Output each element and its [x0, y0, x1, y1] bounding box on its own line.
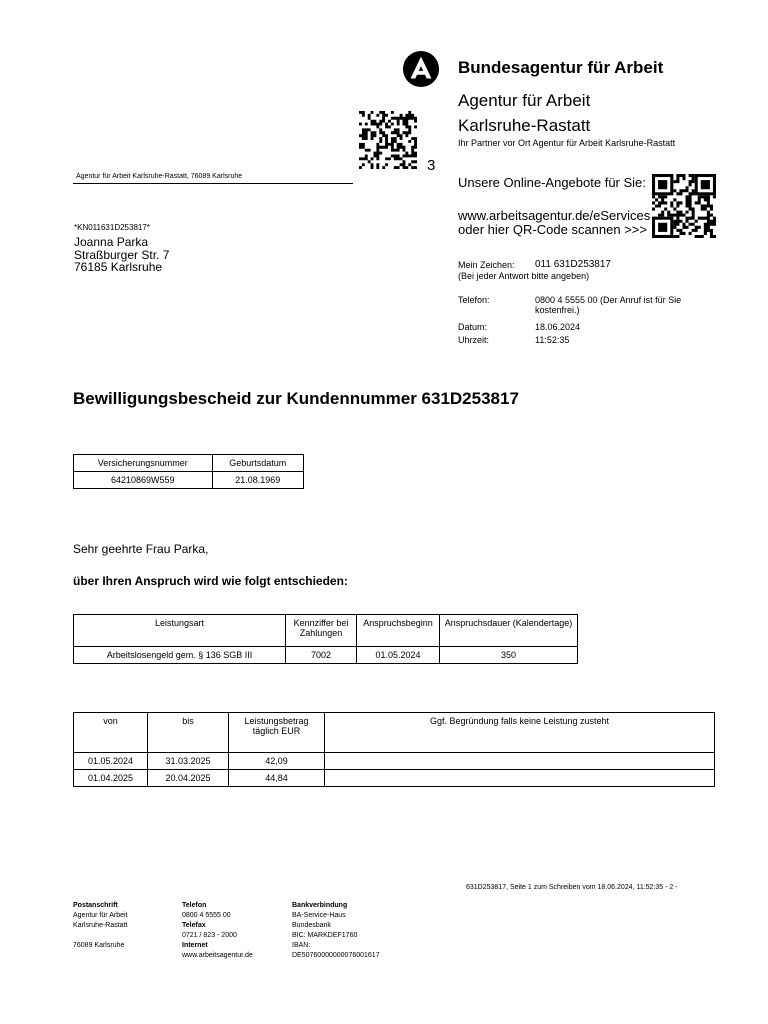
period-from: 01.04.2025: [74, 770, 148, 787]
footer-postal-title: Postanschrift: [73, 902, 118, 909]
document-title: Bewilligungsbescheid zur Kundennummer 631D253817: [73, 389, 519, 408]
footer-phone-title: Telefon: [182, 902, 207, 909]
footer-contact: [182, 901, 253, 961]
sender-divider: [73, 183, 353, 184]
footer-web-link[interactable]: www.arbeitsagentur.de: [182, 952, 253, 959]
ba-logo-icon: [402, 50, 440, 88]
datamatrix-code: [357, 111, 419, 169]
page-info: 631D253817, Seite 1 zum Schreiben vom 18.06.2024, 11:52:35 - 2 -: [466, 884, 678, 891]
footer-phone-value: 0800 4 5555 00: [182, 912, 231, 919]
footer-bank: [292, 901, 380, 961]
reason: [325, 770, 715, 787]
period-to: 20.04.2025: [148, 770, 229, 787]
reason: [325, 753, 715, 770]
table-row: [74, 753, 715, 770]
footer-fax-title: Telefax: [182, 922, 206, 929]
footer-postal: [73, 901, 127, 951]
sender-return-address: Agentur für Arbeit Karlsruhe-Rastatt, 76089 Karlsruhe: [76, 173, 243, 180]
org-name: Bundesagentur für Arbeit: [458, 58, 664, 77]
recipient-reference-code: *KN011631D253817*: [74, 223, 150, 232]
table-header: Kennziffer bei Zahlungen: [286, 615, 357, 647]
table-header: Anspruchsbeginn: [357, 615, 440, 647]
reference-value: 011 631D253817: [535, 259, 611, 270]
decision-intro: über Ihren Anspruch wird wie folgt entschieden:: [73, 574, 348, 588]
recipient-city: 76185 Karlsruhe: [74, 260, 163, 274]
date-label: Datum:: [458, 322, 488, 332]
reference-label: Mein Zeichen:: [458, 260, 515, 270]
footer-web-title: Internet: [182, 942, 208, 949]
footer-bank-line: IBAN:: [292, 942, 311, 949]
benefit-type: Arbeitslosengeld gem. § 136 SGB III: [74, 647, 286, 664]
table-header: Leistungsbetrag täglich EUR: [229, 713, 325, 753]
phone-value: 0800 4 5555 00 (Der Anruf ist für Sie: [535, 295, 682, 305]
footer-fax-value: 0721 / 823 - 2000: [182, 932, 237, 939]
table-header: Leistungsart: [74, 615, 286, 647]
table-header: Geburtsdatum: [212, 455, 303, 472]
recipient-name: Joanna Parka: [74, 235, 149, 249]
time-label: Uhrzeit:: [458, 335, 490, 345]
page-mark: 3: [427, 157, 436, 174]
table-header: Ggf. Begründung falls keine Leistung zusteht: [325, 713, 715, 753]
eservices-link[interactable]: www.arbeitsagentur.de/eServices: [458, 208, 651, 223]
table-header: Anspruchsdauer (Kalendertage): [440, 615, 578, 647]
daily-amount: 44,84: [229, 770, 325, 787]
agency-name-line1: Agentur für Arbeit: [458, 91, 591, 110]
period-table: [73, 712, 715, 787]
benefit-table: [73, 614, 578, 664]
footer-bank-title: Bankverbindung: [292, 902, 348, 909]
recipient-street: Straßburger Str. 7: [74, 248, 170, 262]
footer-bank-line: BA-Service-Haus: [292, 912, 346, 919]
claim-duration: 350: [440, 647, 578, 664]
qr-code: [650, 174, 718, 238]
phone-label: Telefon:: [458, 295, 490, 305]
online-offers-title: Unsere Online-Angebote für Sie:: [458, 175, 646, 190]
daily-amount: 42,09: [229, 753, 325, 770]
footer-postal-line: 76089 Karlsruhe: [73, 942, 125, 949]
birth-date: 21.08.1969: [212, 472, 303, 489]
insurance-table: [73, 454, 304, 489]
footer-bank-line: Bundesbank: [292, 922, 331, 929]
date-value: 18.06.2024: [535, 322, 581, 332]
footer-bank-line: BIC: MARKDEF1760: [292, 932, 358, 939]
period-to: 31.03.2025: [148, 753, 229, 770]
salutation: Sehr geehrte Frau Parka,: [73, 542, 209, 556]
time-value: 11:52:35: [535, 335, 570, 345]
table-header: Versicherungsnummer: [74, 455, 213, 472]
footer-postal-line: Karlsruhe-Rastatt: [73, 922, 128, 929]
period-from: 01.05.2024: [74, 753, 148, 770]
qr-hint: oder hier QR-Code scannen >>>: [458, 222, 647, 237]
partner-tagline: Ihr Partner vor Ort Agentur für Arbeit Karlsruhe-Rastatt: [458, 138, 676, 148]
table-header: bis: [148, 713, 229, 753]
claim-start: 01.05.2024: [357, 647, 440, 664]
agency-name-line2: Karlsruhe-Rastatt: [458, 116, 591, 135]
reference-note: (Bei jeder Antwort bitte angeben): [458, 271, 590, 281]
insurance-number: 64210869W559: [74, 472, 213, 489]
payment-code: 7002: [286, 647, 357, 664]
phone-note: kostenfrei.): [535, 305, 580, 315]
table-header: von: [74, 713, 148, 753]
table-row: [74, 770, 715, 787]
footer-bank-line: DE50760000000076001617: [292, 952, 380, 959]
footer-postal-line: Agentur für Arbeit: [73, 912, 128, 919]
